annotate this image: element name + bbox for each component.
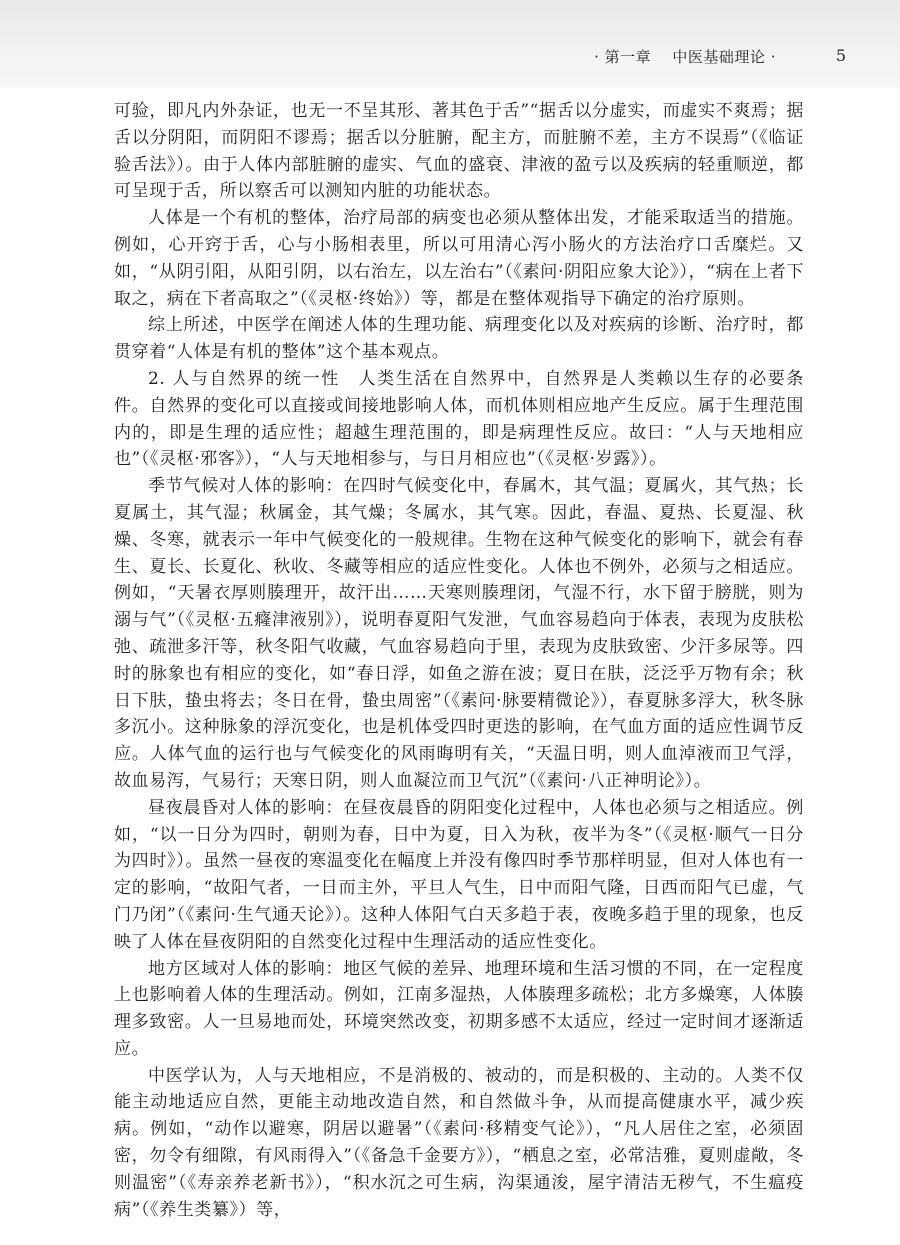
paragraph-day-night: 昼夜晨昏对人体的影响：在昼夜晨昏的阴阳变化过程中，人体也必须与之相适应。例如，“以一日分为四时，朝则为春，日中为夏，日入为秋，夜半为冬”（《灵枢·顺气一日分为四时》）。虽然一昼夜的寒温变化在幅度上并没有像四时季节那样明显，但对人体也有一定的影响，“故阳气者，一日而主外，平旦人气生，日中而阳气隆，日西而阳气已虚，气门乃闭”（《素问·生气通天论》）。这种人体阳气白天多趋于表，夜晚多趋于里的现象，也反映了人体在昼夜阴阳的自然变化过程中生理活动的适应性变化。 [114,797,804,952]
header-chapter: 第一章 [604,48,652,66]
header-title: 中医基础理论 [672,48,766,66]
paragraph-continued: 可验，即凡内外杂证，也无一不呈其形、著其色于舌”“据舌以分虚实，而虚实不爽焉；据舌以分阴阳，而阴阳不谬焉；据舌以分脏腑，配主方，而脏腑不差，主方不误焉”（《临证验舌法》）。由于人体内部脏腑的虚实、气血的盛衰、津液的盈亏以及疾病的轻重顺逆，都可呈现于舌，所以察舌可以测知内脏的功能状态。 [114,101,804,202]
paragraph-active-adaptation: 中医学认为，人与天地相应，不是消极的、被动的，而是积极的、主动的。人类不仅能主动地适应自然，更能主动地改造自然，和自然做斗争，从而提高健康水平，减少疾病。例如，“动作以避寒，阴居以避暑”（《素问·移精变气论》），“凡人居住之室，必须固密，勿令有细隙，有风雨得入”（《备急千金要方》），“栖息之室，必常洁雅，夏则虚敞，冬则温密”（《寿亲养老新书》），“积水沉之可生病，沟渠通浚，屋宇清洁无秽气，不生瘟疫病”（《养生类纂》）等， [114,1065,804,1220]
header-bullet-left: · [594,48,600,66]
running-header-band [0,0,900,88]
paragraph-summary: 综上所述，中医学在阐述人体的生理功能、病理变化以及对疾病的诊断、治疗时，都贯穿着“人体是有机的整体”这个基本观点。 [114,315,804,363]
paragraph-seasonal-climate: 季节气候对人体的影响：在四时气候变化中，春属木，其气温；夏属火，其气热；长夏属土，其气湿；秋属金，其气燥；冬属水，其气寒。因此，春温、夏热、长夏湿、秋燥、冬寒，就表示一年中气候变化的一般规律。生物在这种气候变化的影响下，就会有春生、夏长、长夏化、秋收、冬藏等相应的适应性变化。人体也不例外，必须与之相适应。例如，“天暑衣厚则腠理开，故汗出……天寒则腠理闭，气湿不行，水下留于膀胱，则为溺与气”（《灵枢·五癃津液别》），说明春夏阳气发泄，气血容易趋向于体表，表现为皮肤松弛、疏泄多汗等，秋冬阳气收藏，气血容易趋向于里，表现为皮肤致密、少汗多尿等。四时的脉象也有相应的变化，如“春日浮，如鱼之游在波；夏日在肤，泛泛乎万物有余；秋日下肤，蛰虫将去；冬日在骨，蛰虫周密”（《素问·脉要精微论》），春夏脉多浮大，秋冬脉多沉小。这种脉象的浮沉变化，也是机体受四时更迭的影响，在气血方面的适应性调节反应。人体气血的运行也与气候变化的风雨晦明有关，“天温日明，则人血淖液而卫气浮，故血易泻，气易行；天寒日阴，则人血凝泣而卫气沉”（《素问·八正神明论》）。 [114,476,804,791]
running-header [594,46,776,67]
header-bullet-right: · [770,48,776,66]
page-number: 5 [835,46,846,65]
paragraph-holistic-treatment: 人体是一个有机的整体，治疗局部的病变也必须从整体出发，才能采取适当的措施。例如，心开窍于舌，心与小肠相表里，所以可用清心泻小肠火的方法治疗口舌糜烂。又如，“从阴引阳，从阳引阴，以右治左，以左治右”（《素问·阴阳应象大论》），“病在上者下取之，病在下者高取之”（《灵枢·终始》）等，都是在整体观指导下确定的治疗原则。 [114,208,804,309]
paragraph-human-nature-unity: 2. 人与自然界的统一性 人类生活在自然界中，自然界是人类赖以生存的必要条件。自然界的变化可以直接或间接地影响人体，而机体则相应地产生反应。属于生理范围内的，即是生理的适应性；超越生理范围的，即是病理性反应。故曰：“人与天地相应也”（《灵枢·邪客》），“人与天地相参与，与日月相应也”（《灵枢·岁露》）。 [114,368,804,470]
body-text [114,98,804,1223]
paragraph-regional: 地方区域对人体的影响：地区气候的差异、地理环境和生活习惯的不同，在一定程度上也影响着人体的生理活动。例如，江南多湿热，人体腠理多疏松；北方多燥寒，人体腠理多致密。人一旦易地而处，环境突然改变，初期多感不太适应，经过一定时间才逐渐适应。 [114,958,804,1059]
